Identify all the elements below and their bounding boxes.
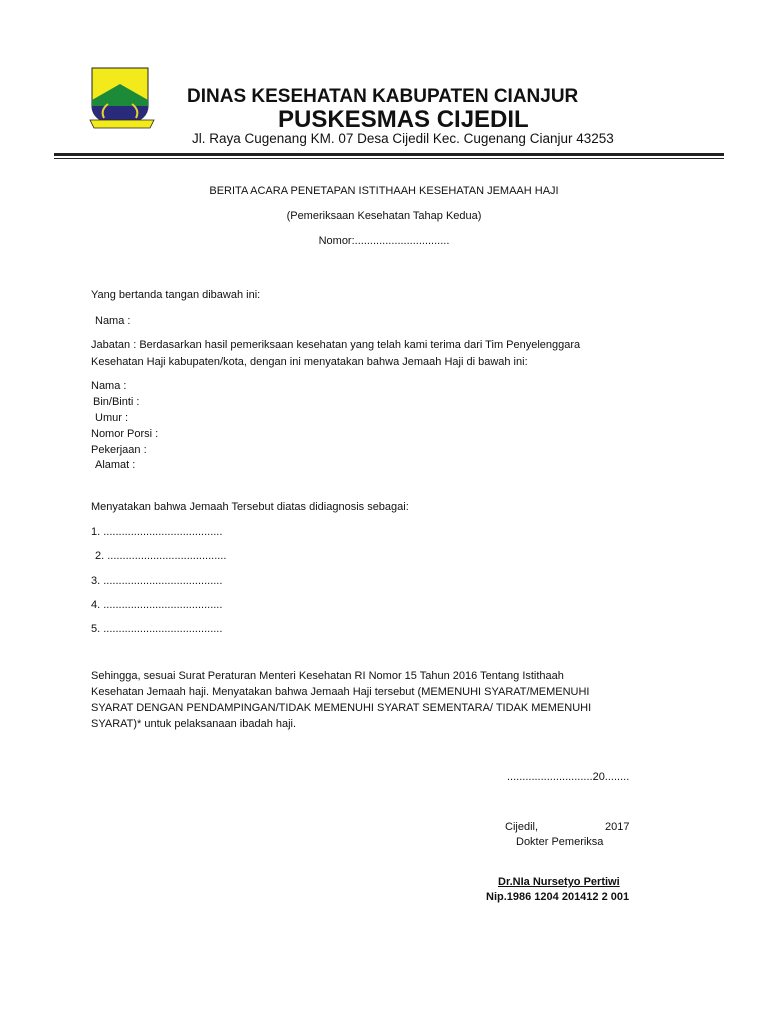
header-address: Jl. Raya Cugenang KM. 07 Desa Cijedil Kec. Cugenang Cianjur 43253 [192,131,614,146]
document-title: BERITA ACARA PENETAPAN ISTITHAAH KESEHATAN JEMAAH HAJI [209,185,559,197]
doctor-name: Dr.NIa Nursetyo Pertiwi [498,876,620,888]
signer-role: Dokter Pemeriksa [516,836,604,848]
cianjur-regency-logo [88,66,156,132]
conclusion-line: Sehingga, sesuai Surat Peraturan Menteri Kesehatan RI Nomor 15 Tahun 2016 Tentang Istithaah [91,670,564,682]
diagnosis-item: 1. ....................................... [91,526,223,538]
conclusion-line: SYARAT DENGAN PENDAMPINGAN/TIDAK MEMENUHI SYARAT SEMENTARA/ TIDAK MEMENUHI [91,702,592,714]
field-nomor-porsi: Nomor Porsi : [91,428,159,440]
header-divider-thick [54,153,724,156]
diagnosis-item: 2. ....................................... [95,550,227,562]
header-agency: DINAS KESEHATAN KABUPATEN CIANJUR [187,86,579,107]
field-umur: Umur : [95,412,128,424]
sign-place: Cijedil, [505,821,539,833]
signer-name: Nama : [95,315,131,327]
header-puskesmas: PUSKESMAS CIJEDIL [278,106,529,133]
conclusion-line: SYARAT)* untuk pelaksanaan ibadah haji. [91,718,297,730]
date-line: ............................20........ [507,771,630,783]
diagnosis-item: 3. ....................................... [91,575,223,587]
field-nama: Nama : [91,380,127,392]
field-pekerjaan: Pekerjaan : [91,444,147,456]
diagnosis-intro: Menyatakan bahwa Jemaah Tersebut diatas didiagnosis sebagai: [91,501,409,513]
field-bin-binti: Bin/Binti : [93,396,140,408]
conclusion-line: Kesehatan Jemaah haji. Menyatakan bahwa Jemaah Haji tersebut (MEMENUHI SYARAT/MEMENUHI [91,686,590,698]
diagnosis-item: 5. ....................................... [91,623,223,635]
signer-position-line1: Jabatan : Berdasarkan hasil pemeriksaan kesehatan yang telah kami terima dari Tim Penyelenggara [91,339,581,351]
diagnosis-item: 4. ....................................... [91,599,223,611]
document-number: Nomor:............................... [318,235,450,247]
doctor-nip: Nip.1986 1204 201412 2 001 [486,891,630,903]
header-divider-thin [54,158,724,159]
field-alamat: Alamat : [95,459,136,471]
signer-position-line2: Kesehatan Haji kabupaten/kota, dengan ini menyatakan bahwa Jemaah Haji di bawah ini: [91,356,528,368]
sign-year: 2017 [605,821,630,833]
intro-text: Yang bertanda tangan dibawah ini: [91,289,261,301]
document-subtitle: (Pemeriksaan Kesehatan Tahap Kedua) [286,210,482,222]
